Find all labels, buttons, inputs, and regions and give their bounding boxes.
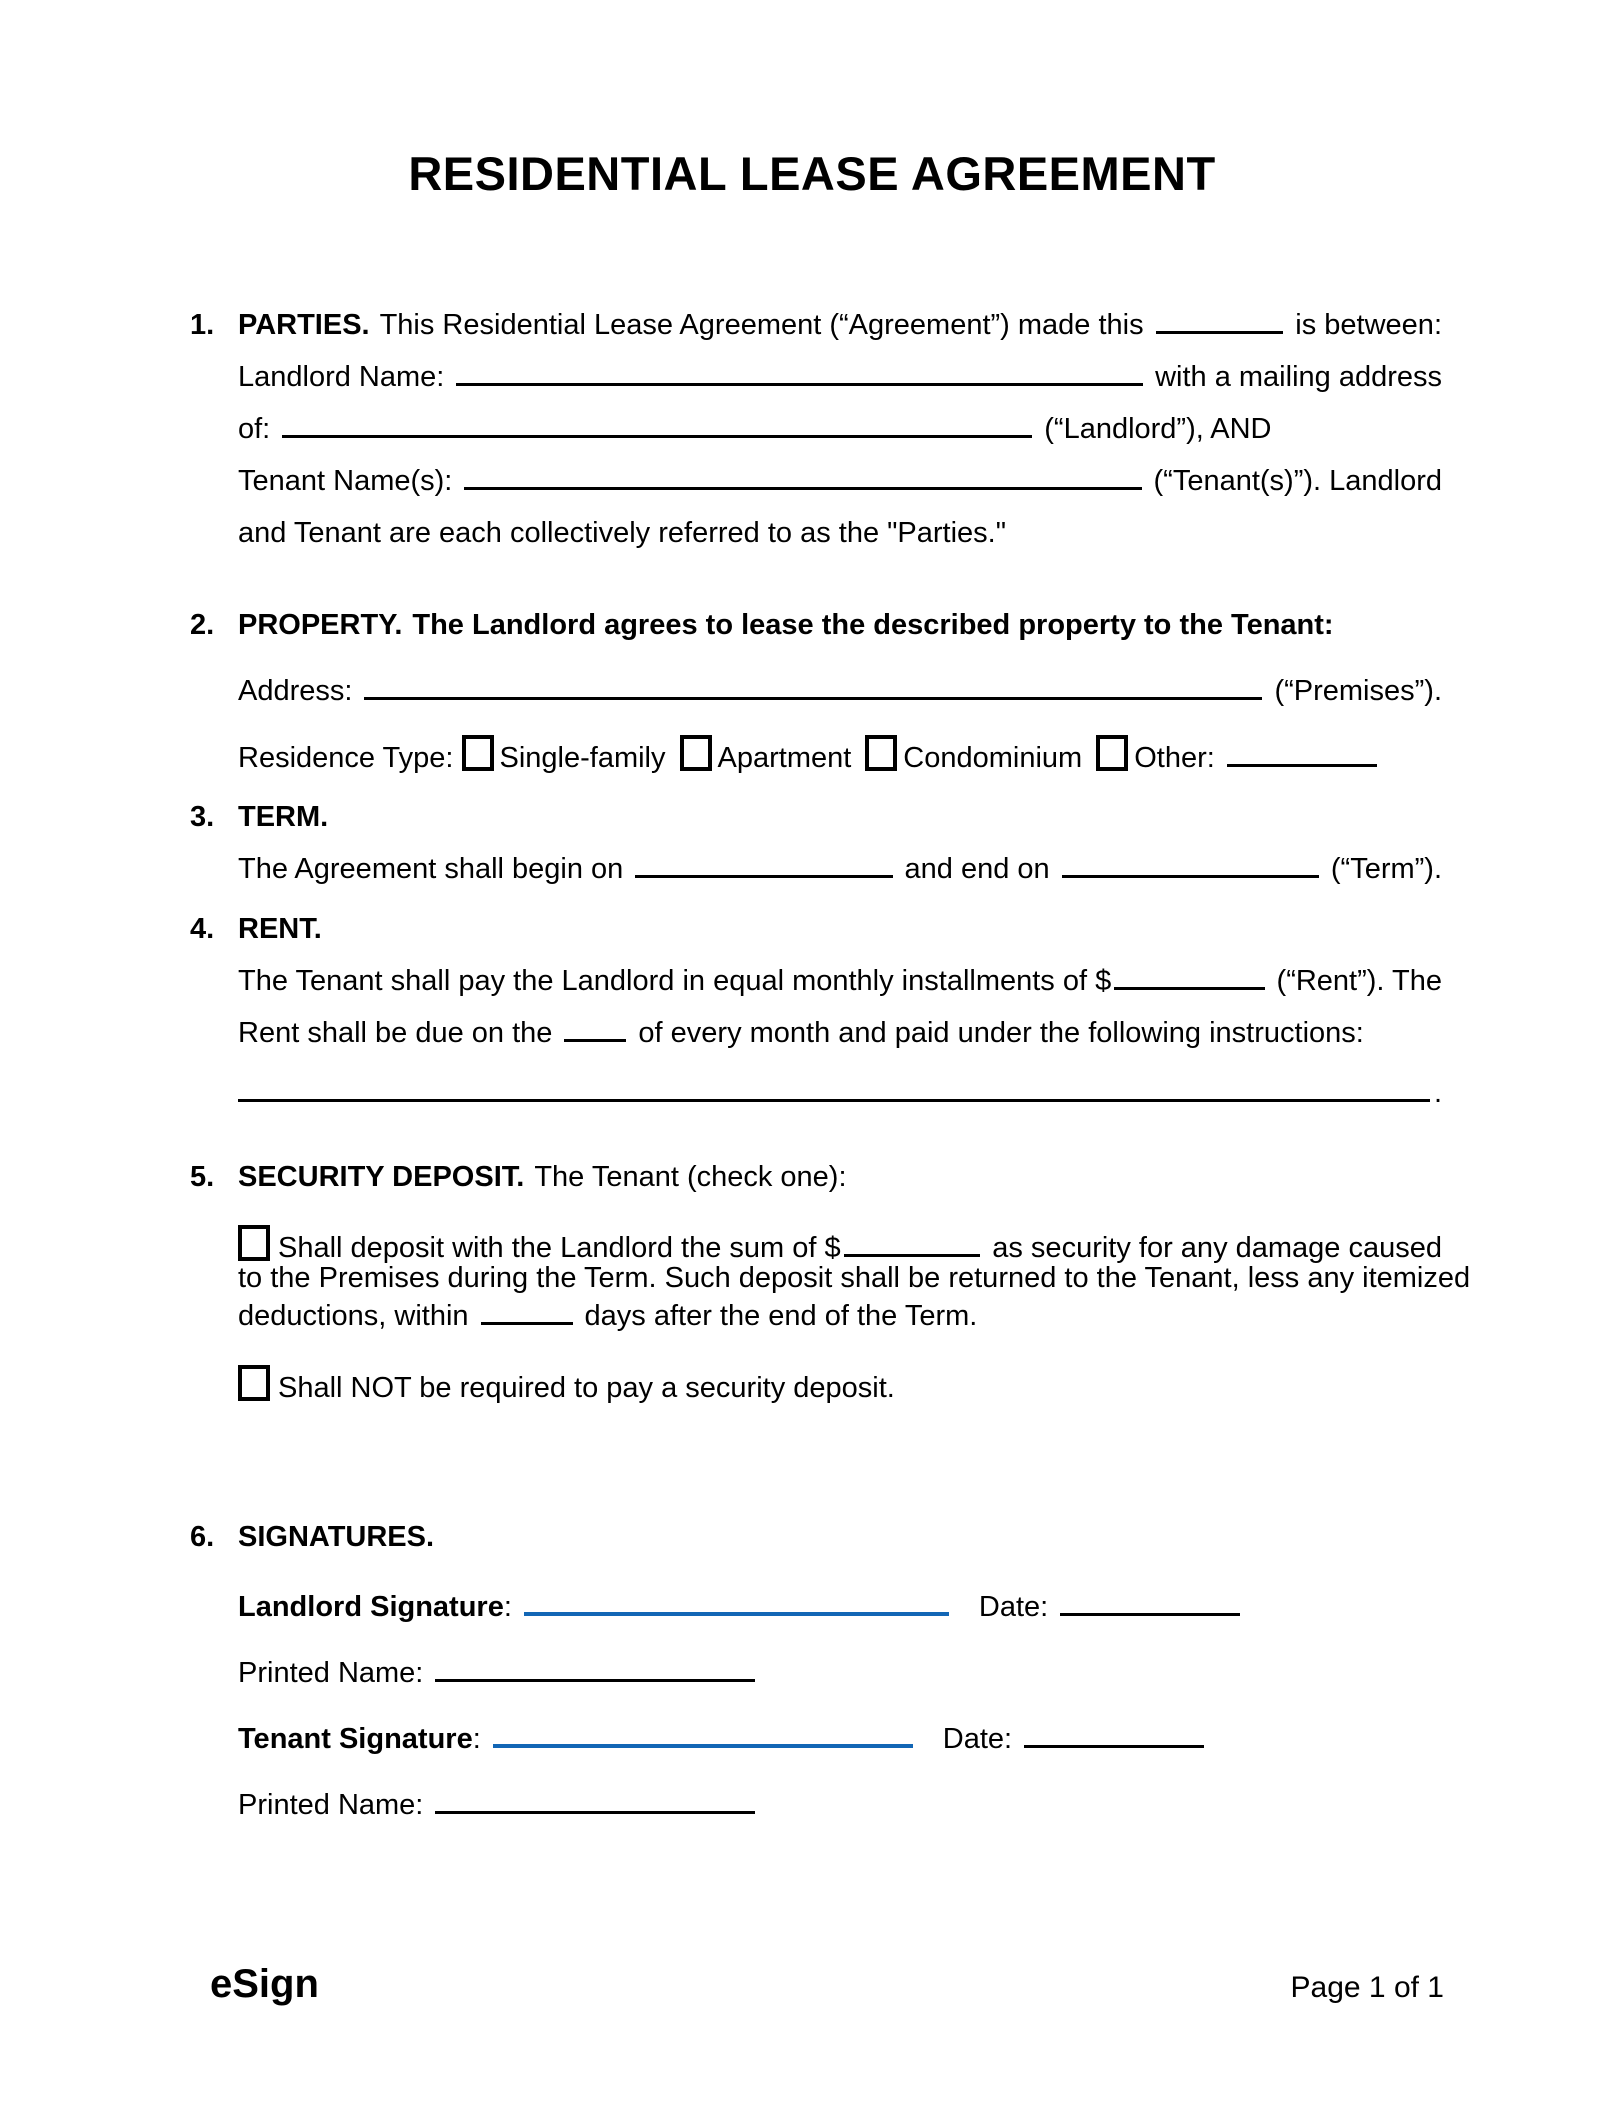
deposit-required-checkbox[interactable]	[238, 1225, 270, 1261]
tenant-date-blank[interactable]	[1024, 1739, 1204, 1748]
deposit-option1-text-a: Shall deposit with the Landlord the sum of $	[278, 1232, 841, 1264]
page-footer	[210, 1962, 1444, 2007]
term-end-text: and end on	[904, 853, 1050, 885]
no-deposit-checkbox[interactable]	[238, 1365, 270, 1401]
single-family-checkbox[interactable]	[462, 735, 494, 771]
payment-instructions-line	[238, 1067, 1442, 1119]
landlord-date-label: Date:	[978, 1591, 1049, 1623]
landlord-printed-name-line	[238, 1647, 1442, 1699]
other-type-blank[interactable]	[1227, 758, 1377, 767]
section-signatures	[190, 1511, 1442, 1831]
tenant-name-tail: (“Tenant(s)”). Landlord	[1153, 465, 1442, 497]
tenant-name-line	[238, 455, 1442, 507]
term-end-date-blank[interactable]	[1062, 869, 1319, 878]
section-heading: PROPERTY.	[238, 609, 403, 641]
other-label: Other:	[1134, 742, 1215, 774]
section-property	[190, 599, 1442, 783]
landlord-name-blank[interactable]	[456, 377, 1143, 386]
parties-intro-line	[238, 299, 1442, 351]
deposit-option1-text-b: as security for any damage caused	[992, 1232, 1442, 1264]
instructions-period: .	[1433, 1077, 1442, 1109]
landlord-signature-line	[238, 1581, 1442, 1633]
deposit-amount-blank[interactable]	[844, 1248, 981, 1257]
section-number: 6.	[190, 1521, 215, 1553]
label-colon: :	[472, 1723, 481, 1755]
apartment-label: Apartment	[717, 742, 852, 774]
tenant-signature-field[interactable]	[493, 1738, 913, 1748]
landlord-address-line	[238, 403, 1442, 455]
section-heading: PARTIES.	[238, 309, 370, 341]
section-security-deposit	[190, 1151, 1471, 1404]
rent-amount-line	[238, 955, 1442, 1007]
signatures-heading-line	[238, 1511, 1442, 1563]
rent-heading-line	[238, 903, 1442, 955]
landlord-name-tail: with a mailing address	[1155, 361, 1442, 393]
rent-due-line	[238, 1007, 1442, 1059]
deposit-option1-text-c: to the Premises during the Term. Such deposit shall be returned to the Tenant, less any itemized	[238, 1262, 1471, 1294]
term-heading-line	[238, 791, 1442, 843]
landlord-name-line	[238, 351, 1442, 403]
condominium-label: Condominium	[903, 742, 1083, 774]
printed-name-label: Printed Name:	[238, 1657, 424, 1689]
parties-closing-line	[238, 507, 1442, 559]
deposit-option-2	[238, 1361, 1442, 1404]
payment-instructions-blank[interactable]	[238, 1093, 1430, 1102]
rent-due-text: Rent shall be due on the	[238, 1017, 553, 1049]
other-checkbox[interactable]	[1096, 735, 1128, 771]
landlord-address-label: of:	[238, 413, 271, 445]
section-term	[190, 791, 1442, 895]
label-colon: :	[503, 1591, 512, 1623]
tenant-date-label: Date:	[942, 1723, 1013, 1755]
rent-amount-tail: (“Rent”). The	[1276, 965, 1442, 997]
section-number: 5.	[190, 1161, 215, 1193]
property-heading-text: The Landlord agrees to lease the described property to the Tenant:	[412, 609, 1334, 641]
rent-amount-text: The Tenant shall pay the Landlord in equal monthly installments of $	[238, 965, 1112, 997]
residence-type-line	[238, 731, 1442, 783]
landlord-address-tail: (“Landlord”), AND	[1044, 413, 1272, 445]
landlord-signature-label: Landlord Signature	[238, 1591, 504, 1623]
parties-intro-tail: is between:	[1295, 309, 1442, 341]
deposit-return-days-blank[interactable]	[481, 1316, 573, 1325]
rent-due-tail: of every month and paid under the following instructions:	[638, 1017, 1364, 1049]
single-family-label: Single-family	[499, 742, 666, 774]
section-heading: SIGNATURES.	[238, 1521, 435, 1553]
term-tail: (“Term”).	[1330, 853, 1443, 885]
deposit-option-1	[238, 1221, 1471, 1335]
term-dates-line	[238, 843, 1442, 895]
property-heading-line	[238, 599, 1442, 651]
deposit-option1-text-e: days after the end of the Term.	[584, 1300, 978, 1332]
landlord-name-label: Landlord Name:	[238, 361, 445, 393]
section-number: 2.	[190, 609, 215, 641]
section-heading: SECURITY DEPOSIT.	[238, 1161, 525, 1193]
landlord-signature-field[interactable]	[524, 1606, 949, 1616]
page-number: Page 1 of 1	[1290, 1971, 1444, 2004]
property-address-tail: (“Premises”).	[1274, 675, 1442, 707]
esign-logo: eSign	[210, 1962, 319, 2006]
term-start-date-blank[interactable]	[635, 869, 892, 878]
section-parties	[190, 299, 1442, 559]
deposit-heading-line	[238, 1151, 1442, 1203]
term-begin-text: The Agreement shall begin on	[238, 853, 624, 885]
rent-amount-blank[interactable]	[1114, 981, 1264, 990]
property-address-blank[interactable]	[364, 691, 1262, 700]
agreement-date-blank[interactable]	[1156, 325, 1284, 334]
section-number: 1.	[190, 309, 215, 341]
tenant-name-label: Tenant Name(s):	[238, 465, 453, 497]
section-heading: RENT.	[238, 913, 322, 945]
deposit-option1-text-d: deductions, within	[238, 1300, 469, 1332]
tenant-printed-name-blank[interactable]	[435, 1805, 755, 1814]
tenant-name-blank[interactable]	[464, 481, 1141, 490]
section-rent	[190, 903, 1442, 1119]
rent-due-day-blank[interactable]	[564, 1033, 626, 1042]
section-number: 3.	[190, 801, 215, 833]
deposit-option2-text: Shall NOT be required to pay a security deposit.	[278, 1372, 895, 1404]
landlord-printed-name-blank[interactable]	[435, 1673, 755, 1682]
section-number: 4.	[190, 913, 215, 945]
landlord-date-blank[interactable]	[1060, 1607, 1240, 1616]
parties-closing-text: and Tenant are each collectively referred to as the "Parties."	[238, 517, 1007, 549]
parties-intro-text: This Residential Lease Agreement (“Agreement”) made this	[379, 309, 1144, 341]
residence-type-label: Residence Type:	[238, 742, 454, 774]
document-title: RESIDENTIAL LEASE AGREEMENT	[408, 147, 1216, 200]
apartment-checkbox[interactable]	[680, 735, 712, 771]
printed-name-label: Printed Name:	[238, 1789, 424, 1821]
tenant-signature-label: Tenant Signature	[238, 1723, 473, 1755]
landlord-address-blank[interactable]	[282, 429, 1032, 438]
property-address-line	[238, 665, 1442, 717]
property-address-label: Address:	[238, 675, 353, 707]
section-heading: TERM.	[238, 801, 329, 833]
tenant-printed-name-line	[238, 1779, 1442, 1831]
deposit-heading-text: The Tenant (check one):	[534, 1161, 847, 1193]
condominium-checkbox[interactable]	[865, 735, 897, 771]
tenant-signature-line	[238, 1713, 1442, 1765]
